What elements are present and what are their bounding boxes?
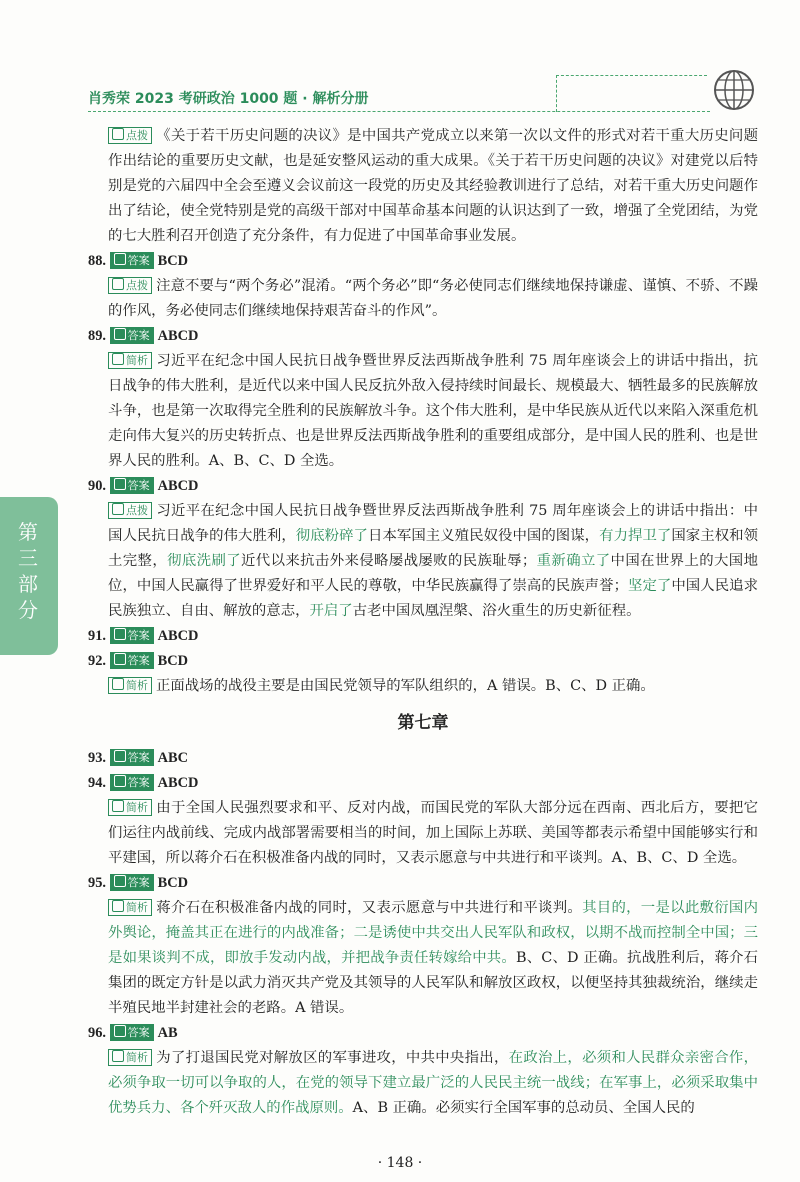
question-93-answer: 93. 答案 ABC <box>88 750 188 766</box>
book-icon <box>112 1050 124 1062</box>
pencil-icon <box>114 875 126 887</box>
pencil-icon <box>114 628 126 640</box>
answer-badge: 答案 <box>110 327 154 344</box>
analysis-badge: 简析 <box>108 352 152 369</box>
question-94-answer: 94. 答案 ABCD <box>88 775 199 791</box>
analysis-badge: 简析 <box>108 799 152 816</box>
answer-badge: 答案 <box>110 252 154 269</box>
globe-icon <box>712 68 756 112</box>
book-icon <box>112 353 124 365</box>
answer-badge: 答案 <box>110 627 154 644</box>
question-91-answer: 91. 答案 ABCD <box>88 628 199 644</box>
question-88-note: 点拨 注意不要与“两个务必”混淆。“两个务必”即“务必使同志们继续地保持谦虚、谨慎、不骄、不躁的作风，务必使同志们继续地保持艰苦奋斗的作风”。 <box>108 278 758 319</box>
question-90-answer: 90. 答案 ABCD <box>88 478 199 494</box>
pencil-icon <box>114 253 126 265</box>
question-94-note: 简析 由于全国人民强烈要求和平、反对内战，而国民党的军队大部分远在西南、西北后方，要把它们运往内战前线、完成内战部署需要相当的时间，加上国际上苏联、美国等都表示希望中国能够实行和平建国，所以蒋介石在积极准备内战的同时，又表示愿意与中共进行和平谈判。A、B、C、D 全选。 <box>108 800 758 866</box>
answer-badge: 答案 <box>110 477 154 494</box>
question-95-answer: 95. 答案 BCD <box>88 875 188 891</box>
book-icon <box>112 900 124 912</box>
question-92-answer: 92. 答案 BCD <box>88 653 188 669</box>
analysis-badge: 简析 <box>108 1049 152 1066</box>
section-side-tab <box>0 497 58 655</box>
question-90-note: 点拨 习近平在纪念中国人民抗日战争暨世界反法西斯战争胜利 75 周年座谈会上的讲话中指出：中国人民抗日战争的伟大胜利，彻底粉碎了日本军国主义殖民奴役中国的图谋，有力捍卫了国家主权和领土完整，彻底洗刷了近代以来抗击外来侵略屡战屡败的民族耻辱；重新确立了中国在世界上的大国地位，中国人民赢得了世界爱好和平人民的尊敬，中华民族赢得了崇高的民族声誉；坚定了中国人民追求民族独立、自由、解放的意志，开启了古老中国凤凰涅槃、浴火重生的历史新征程。 <box>108 503 758 619</box>
hint-badge: 点拨 <box>108 277 152 294</box>
chapter-heading: 第七章 <box>397 713 449 733</box>
answer-badge: 答案 <box>110 1024 154 1041</box>
lightbulb-icon <box>112 278 124 290</box>
header-divider <box>88 111 710 112</box>
hint-badge: 点拨 <box>108 127 152 144</box>
question-89-answer: 89. 答案 ABCD <box>88 328 199 344</box>
pencil-icon <box>114 478 126 490</box>
lightbulb-icon <box>112 128 124 140</box>
question-95-note: 简析 蒋介石在积极准备内战的同时，又表示愿意与中共进行和平谈判。其目的，一是以此敷衍国内外舆论，掩盖其正在进行的内战准备；二是诱使中共交出人民军队和政权，以期不战而控制全中国；三是如果谈判不成，即放手发动内战，并把战争责任转嫁给中共。B、C、D 正确。抗战胜利后，蒋介石集团的既定方针是以武力消灭共产党及其领导的人民军队和解放区政权，以便坚持其独裁统治，继续走半殖民地半封建社会的老路。A 错误。 <box>108 900 758 1016</box>
page-content <box>88 124 758 1121</box>
hint-badge: 点拨 <box>108 502 152 519</box>
book-icon <box>112 800 124 812</box>
question-92-note: 简析 正面战场的战役主要是由国民党领导的军队组织的，A 错误。B、C、D 正确。 <box>88 674 758 699</box>
book-icon <box>112 678 124 690</box>
pencil-icon <box>114 1025 126 1037</box>
side-tab-label: 第三部分 <box>18 520 38 622</box>
question-88-answer: 88. 答案 BCD <box>88 253 188 269</box>
analysis-badge: 简析 <box>108 899 152 916</box>
pencil-icon <box>114 750 126 762</box>
question-89-note: 简析 习近平在纪念中国人民抗日战争暨世界反法西斯战争胜利 75 周年座谈会上的讲话中指出，抗日战争的伟大胜利，是近代以来中国人民反抗外敌入侵持续时间最长、规模最大、牺牲最多的民族解放斗争，也是第一次取得完全胜利的民族解放斗争。这个伟大胜利，是中华民族从近代以来陷入深重危机走向伟大复兴的历史转折点、也是世界反法西斯战争胜利的重要组成部分，是中国人民的胜利、也是世界人民的胜利。A、B、C、D 全选。 <box>108 353 758 469</box>
lightbulb-icon <box>112 503 124 515</box>
running-header: 肖秀荣 2023 考研政治 1000 题 · 解析分册 <box>88 91 369 107</box>
answer-badge: 答案 <box>110 749 154 766</box>
question-96-note: 简析 为了打退国民党对解放区的军事进攻，中共中央指出，在政治上，必须和人民群众亲密合作，必须争取一切可以争取的人，在党的领导下建立最广泛的人民民主统一战线；在军事上，必须采取集中优势兵力、各个歼灭敌人的作战原则。A、B 正确。必须实行全国军事的总动员、全国人民的 <box>108 1050 758 1116</box>
page-number: · 148 · <box>377 1155 423 1171</box>
intro-note: 点拨 《关于若干历史问题的决议》是中国共产党成立以来第一次以文件的形式对若干重大历史问题作出结论的重要历史文献，也是延安整风运动的重大成果。《关于若干历史问题的决议》对建党以后特别是党的六届四中全会至遵义会议前这一段党的历史及其经验教训进行了总结，对若干重大历史问题作出了结论，使全党特别是党的高级干部对中国革命基本问题的认识达到了一致，增强了全党团结，为党的七大胜利召开创造了充分条件，有力促进了中国革命事业发展。 <box>108 128 758 244</box>
pencil-icon <box>114 775 126 787</box>
pencil-icon <box>114 653 126 665</box>
answer-badge: 答案 <box>110 774 154 791</box>
answer-badge: 答案 <box>110 874 154 891</box>
pencil-icon <box>114 328 126 340</box>
header-decoration <box>556 75 707 112</box>
analysis-badge: 简析 <box>108 677 152 694</box>
question-96-answer: 96. 答案 AB <box>88 1025 178 1041</box>
answer-badge: 答案 <box>110 652 154 669</box>
